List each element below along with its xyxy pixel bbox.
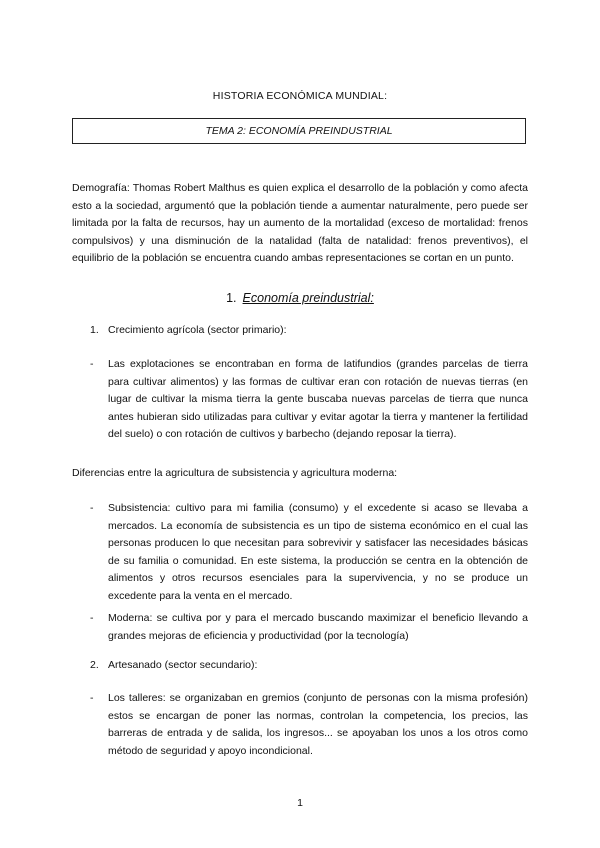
subsistence-text: Subsistencia: cultivo para mi familia (consumo) y el excedente si acaso se llevaba a mercados. La economía de subsistencia es un tipo de sistema económico en el cual las personas producen lo que necesitan para sobrevivir y satisfacer las necesidades básicas de su familia o comunidad. En este sistema, la producción se centra en la obtención de alimentos y otros recursos esenciales para la supervivencia, y no se produce un excedente para la venta en el mercado. <box>108 502 528 602</box>
item2-bullet: - <box>90 692 94 704</box>
item1-text: Las explotaciones se encontraban en forma de latifundios (grandes parcelas de tierra para cultivar alimentos) y las formas de cultivar eran con rotación de nuevas tierras (en lugar de cultivar la misma tierra la gente buscaba nuevas parcelas de tierra que nunca antes hubieran sido utilizadas para cultivar y evitar agotar la tierra y mantener la fertilidad del suelo) o con rotación de cultivos y barbecho (dejando reposar la tierra). <box>108 358 528 440</box>
section-number: 1. <box>226 291 237 305</box>
document-title: HISTORIA ECONÓMICA MUNDIAL: <box>212 90 388 102</box>
item2-number: 2. <box>90 659 99 671</box>
intro-paragraph: Demografía: Thomas Robert Malthus es quien explica el desarrollo de la población y como afecta esto a la sociedad, argumentó que la población tiende a aumentar naturalmente, pero puede ser limitada por la falta de recursos, hay un aumento de la mortalidad (exceso de mortalidad: frenos compulsivos) y una disminución de la natalidad (falta de natalidad: frenos preventivos), el equilibrio de la población se encuentra cuando ambas representaciones se cortan en un punto. <box>72 182 528 264</box>
item1-bullet: - <box>90 358 94 370</box>
item2-text: Los talleres: se organizaban en gremios (conjunto de personas con la misma profesión) estos se encargan de poner las normas, controlan la competencia, los precios, las barreras de entrada y de salida, los ingresos... se apoyaban los unos a los otros como método de seguridad y apoyo incondicional. <box>108 692 528 757</box>
item1-label: Crecimiento agrícola (sector primario): <box>108 324 287 336</box>
differences-heading: Diferencias entre la agricultura de subsistencia y agricultura moderna: <box>72 467 398 479</box>
subsistence-bullet: - <box>90 502 94 514</box>
page-number: 1 <box>297 797 303 809</box>
section-heading <box>0 291 600 305</box>
modern-text: Moderna: se cultiva por y para el mercado buscando maximizar el beneficio llevando a grandes mejoras de eficiencia y productividad (por la tecnología) <box>108 612 528 642</box>
modern-bullet: - <box>90 612 94 624</box>
item2-label: Artesanado (sector secundario): <box>108 659 258 671</box>
section-title: Economía preindustrial: <box>242 291 374 305</box>
item1-number: 1. <box>90 324 99 336</box>
topic-box: TEMA 2: ECONOMÍA PREINDUSTRIAL <box>72 118 526 144</box>
